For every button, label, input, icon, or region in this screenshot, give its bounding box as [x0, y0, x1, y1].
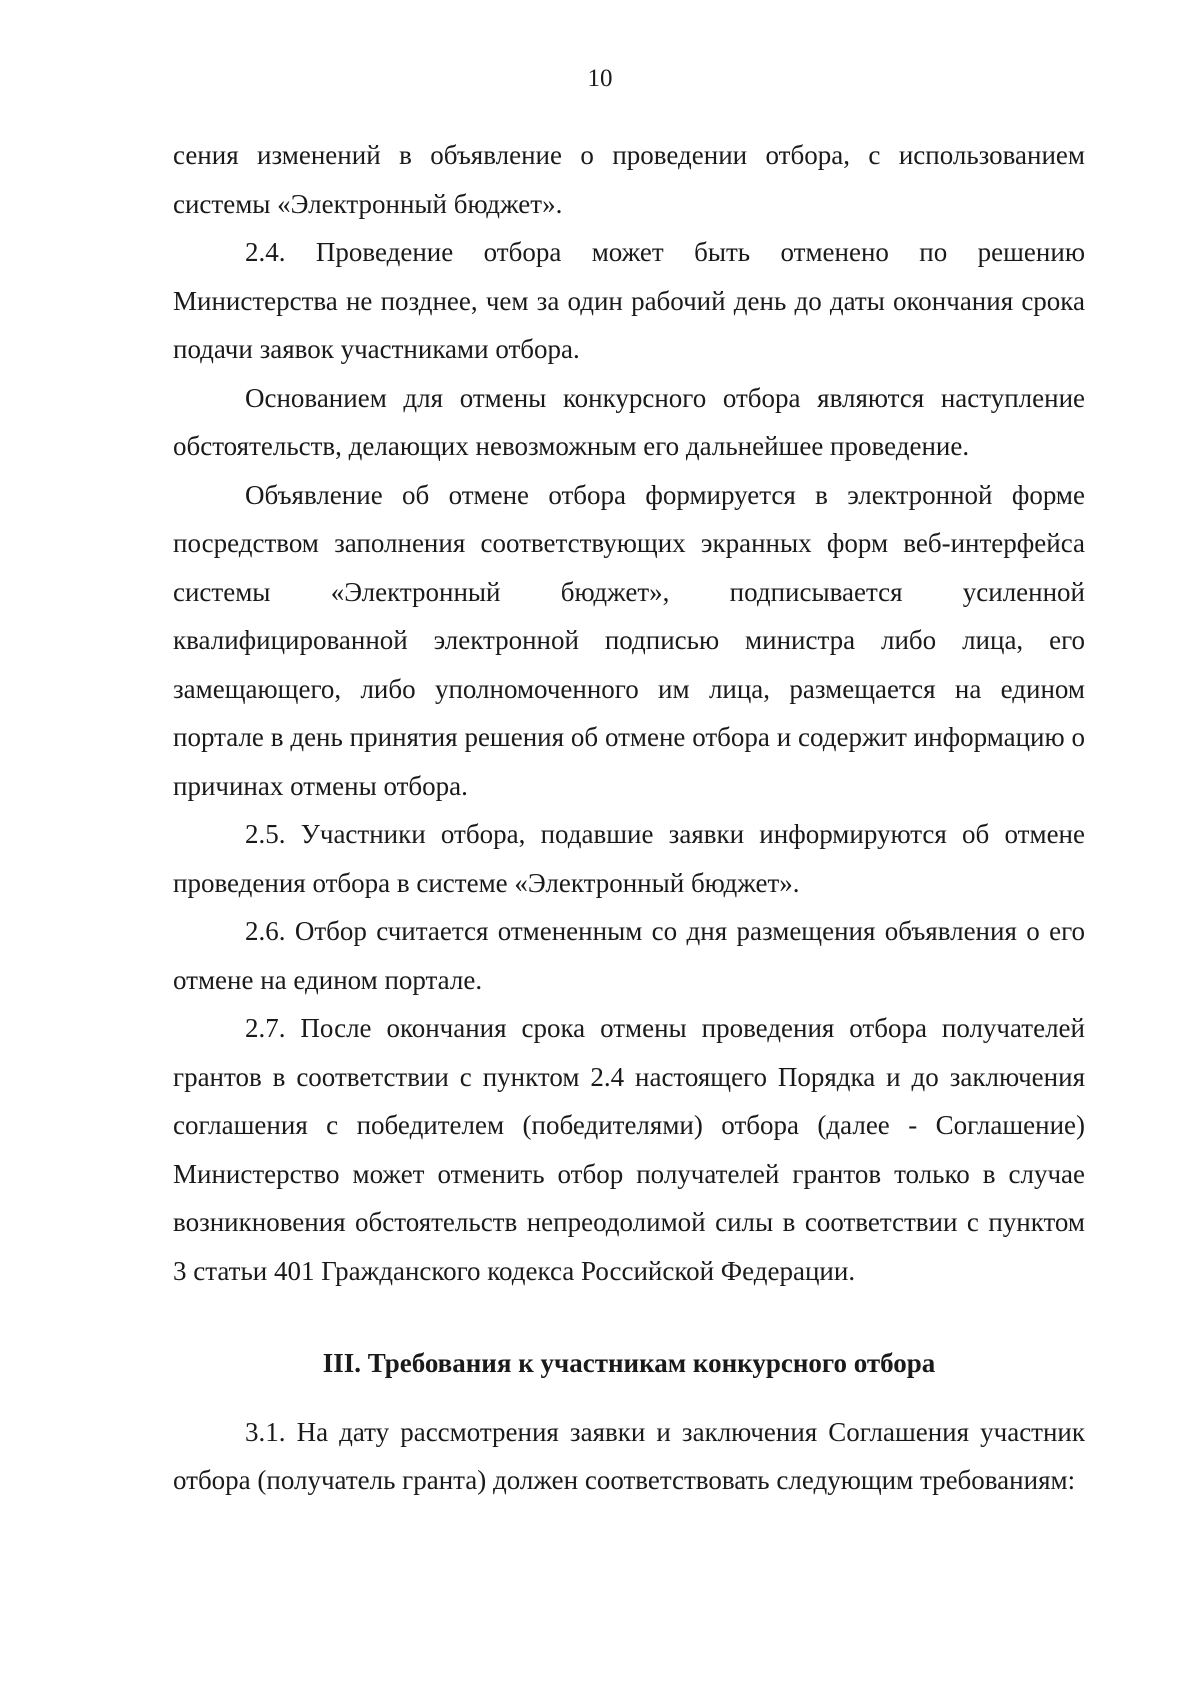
page-number: 10 — [587, 65, 613, 92]
paragraph-continuation: сения изменений в объявление о проведении отбора, с использованием системы «Электронный бюджет». — [173, 140, 1085, 219]
paragraph-2-4: 2.4. Проведение отбора может быть отменено по решению Министерства не позднее, чем за один рабочий день до даты окончания срока подачи заявок участниками отбора. — [173, 237, 1085, 364]
paragraph-2-5: 2.5. Участники отбора, подавшие заявки информируются об отмене проведения отбора в системе «Электронный бюджет». — [173, 819, 1085, 898]
paragraph-2-6: 2.6. Отбор считается отмененным со дня размещения объявления о его отмене на едином портале. — [173, 916, 1085, 995]
section-heading: III. Требования к участникам конкурсного отбора — [322, 1348, 936, 1378]
paragraph-3-1: 3.1. На дату рассмотрения заявки и заключения Соглашения участник отбора (получатель гранта) должен соответствовать следующим требованиям: — [173, 1416, 1085, 1495]
paragraph-cancellation-grounds: Основанием для отмены конкурсного отбора являются наступление обстоятельств, делающих невозможным его дальнейшее проведение. — [173, 382, 1085, 461]
paragraph-2-7: 2.7. После окончания срока отмены проведения отбора получателей грантов в соответствии с пунктом 2.4 настоящего Порядка и до заключения соглашения с победителем (победителями) отбора (далее - Соглашение) Министерство может отменить отбор получателей грантов только в случае возникновения обстоятельств непреодолимой силы в соответствии с пунктом 3 статьи 401 Гражданского кодекса Российской Федерации. — [173, 1013, 1085, 1286]
paragraph-cancellation-notice: Объявление об отмене отбора формируется в электронной форме посредством заполнения соответствующих экранных форм веб-интерфейса системы «Электронный бюджет», подписывается усиленной квалифицированной электронной подписью министра либо лица, его замещающего, либо уполномоченного им лица, размещается на едином портале в день принятия решения об отмене отбора и содержит информацию о причинах отмены отбора. — [173, 479, 1085, 801]
document-body — [173, 131, 1085, 1505]
